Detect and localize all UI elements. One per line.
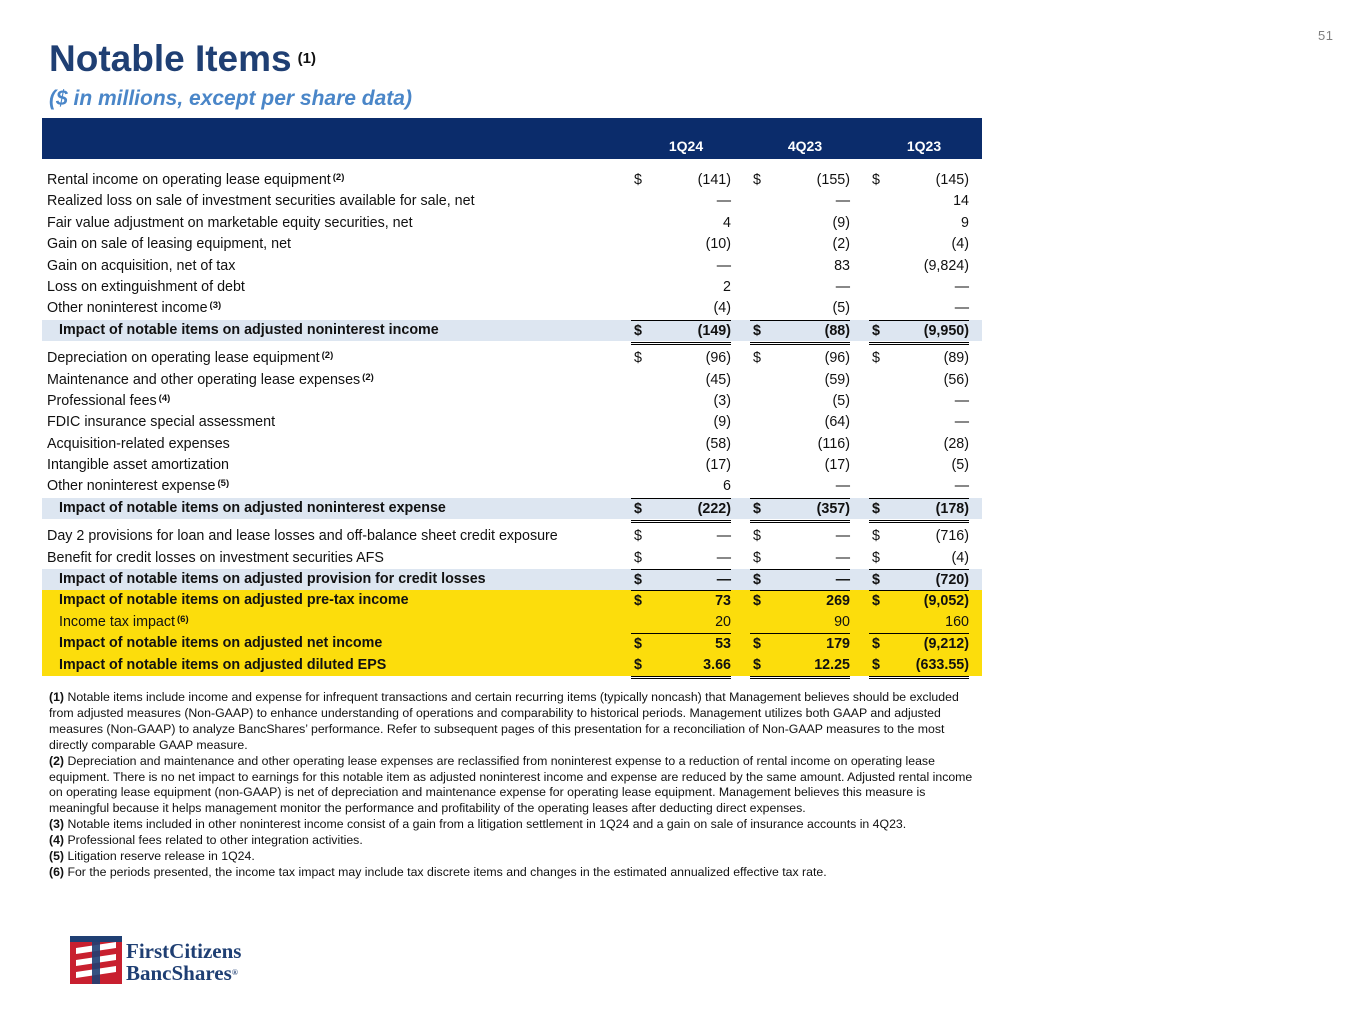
dollar-sign: $ <box>872 656 880 673</box>
cell-value: — <box>716 572 731 589</box>
value-cell <box>750 256 850 277</box>
cell-value: — <box>954 278 969 295</box>
cell-value: (4) <box>951 236 969 253</box>
table-row <box>42 412 982 433</box>
logo-line1: FirstCitizens <box>126 939 242 963</box>
row-label: Impact of notable items on adjusted noninterest income <box>59 321 439 338</box>
table-body <box>42 170 982 676</box>
cell-value: (9) <box>832 214 850 231</box>
value-cell <box>631 434 731 455</box>
dollar-sign: $ <box>872 549 880 566</box>
table-row <box>42 633 982 654</box>
value-cell <box>631 548 731 569</box>
value-cell <box>869 612 969 633</box>
cell-value: (10) <box>705 236 731 253</box>
value-cell <box>869 526 969 547</box>
cell-value: (141) <box>697 172 731 188</box>
dollar-sign: $ <box>634 593 642 610</box>
cell-value: 14 <box>953 193 969 210</box>
logo-line2: BancShares® <box>126 961 238 985</box>
value-cell <box>869 213 969 234</box>
cell-value: 6 <box>723 478 731 495</box>
row-label: Maintenance and other operating lease expenses $^{(2)}$ <box>47 371 374 388</box>
footnote: (4) Professional fees related to other integration activities. <box>49 833 363 848</box>
row-label: Fair value adjustment on marketable equity securities, net <box>47 214 413 231</box>
cell-value: 20 <box>715 613 731 630</box>
dollar-sign: $ <box>872 322 880 339</box>
dollar-sign: $ <box>634 322 642 339</box>
value-cell <box>869 548 969 569</box>
row-footnote-ref: (2) <box>362 371 374 383</box>
dollar-sign: $ <box>872 350 880 367</box>
header-spacer <box>42 159 982 170</box>
cell-value: (17) <box>705 457 731 474</box>
dollar-sign: $ <box>872 572 880 589</box>
title-text: Notable Items <box>49 38 292 79</box>
dollar-sign: $ <box>872 500 880 517</box>
value-cell <box>869 590 969 612</box>
value-cell <box>750 234 850 255</box>
table-row <box>42 277 982 298</box>
value-cell <box>631 590 731 612</box>
value-cell <box>631 569 731 591</box>
row-footnote-ref: (4) <box>158 392 171 404</box>
row-label: Other noninterest expense $^{(5)}$ <box>47 478 230 495</box>
value-cell <box>750 526 850 547</box>
value-cell <box>750 612 850 633</box>
cell-value: — <box>835 193 850 210</box>
cell-value: 9 <box>961 214 969 231</box>
cell-value: (4) <box>951 549 969 566</box>
value-cell <box>750 320 850 345</box>
table-row <box>42 256 982 277</box>
cell-value: — <box>835 278 850 295</box>
dollar-sign: $ <box>634 656 642 673</box>
cell-value: (9) <box>713 414 731 431</box>
value-cell <box>869 370 969 391</box>
value-cell <box>631 348 731 369</box>
cell-value: — <box>716 257 731 274</box>
value-cell <box>631 320 731 345</box>
value-cell <box>750 391 850 412</box>
value-cell <box>750 348 850 369</box>
cell-value: (3) <box>713 392 731 409</box>
dollar-sign: $ <box>872 172 880 188</box>
footnote: (2) Depreciation and maintenance and other operating lease expenses are reclassified from noninterest expense to a reduction of rental income on operating lease equipment. There is no net impact to earnings for this notable item as adjusted noninterest income and expense are reduced by the same amount. Adjusted rental income on operating lease equipment (non-GAAP) is net of depreciation and maintenance expense for operating lease equipment. Management believes this measure is meaningful because it helps management monitor the performance and profitability of the operating leases after deducting direct expenses. <box>49 753 973 816</box>
row-label: Income tax impact $^{(6)}$ <box>59 613 189 630</box>
cell-value: — <box>716 528 731 545</box>
row-label: Other noninterest income $^{(3)}$ <box>47 300 222 317</box>
cell-value: (5) <box>832 392 850 409</box>
value-cell <box>631 170 731 191</box>
row-footnote-ref: (6) <box>177 613 189 625</box>
company-logo <box>70 930 260 986</box>
table-row <box>42 298 982 319</box>
value-cell <box>869 391 969 412</box>
footnote: (6) For the periods presented, the income tax impact may include tax discrete items and changes in the estimated annualized effective tax rate. <box>49 864 827 879</box>
value-cell <box>750 412 850 433</box>
page-title <box>49 38 316 80</box>
table-row <box>42 476 982 497</box>
notable-items-table <box>42 118 982 676</box>
value-cell <box>750 434 850 455</box>
value-cell <box>750 170 850 191</box>
dollar-sign: $ <box>753 500 761 517</box>
row-label: Professional fees $^{(4)}$ <box>47 392 171 409</box>
cell-value: — <box>954 300 969 317</box>
table-row <box>42 590 982 611</box>
row-label: Gain on acquisition, net of tax <box>47 257 236 274</box>
row-label: Impact of notable items on adjusted provision for credit losses <box>59 571 486 588</box>
cell-value: (96) <box>824 350 850 367</box>
logo-wordmark <box>126 940 241 984</box>
value-cell <box>750 655 850 679</box>
cell-value: (17) <box>824 457 850 474</box>
value-cell <box>869 320 969 345</box>
cell-value: (5) <box>832 300 850 317</box>
footnotes <box>49 690 984 881</box>
row-label: Impact of notable items on adjusted pre-tax income <box>59 592 409 609</box>
table-row <box>42 612 982 633</box>
cell-value: (9,950) <box>923 322 969 339</box>
cell-value: (116) <box>817 435 850 452</box>
row-label: Rental income on operating lease equipment $^{(2)}$ <box>47 172 345 188</box>
row-footnote-ref: (2) <box>332 172 345 183</box>
flag-logo-icon <box>70 932 122 984</box>
value-cell <box>869 170 969 191</box>
value-cell <box>631 191 731 212</box>
dollar-sign: $ <box>753 322 761 339</box>
cell-value: (155) <box>816 172 850 188</box>
cell-value: (357) <box>816 500 850 517</box>
cell-value: (58) <box>705 435 731 452</box>
cell-value: (89) <box>943 350 969 367</box>
dollar-sign: $ <box>634 572 642 589</box>
value-cell <box>631 256 731 277</box>
value-cell <box>750 476 850 497</box>
cell-value: 179 <box>826 636 850 653</box>
cell-value: (64) <box>824 414 850 431</box>
cell-value: — <box>716 193 731 210</box>
value-cell <box>869 655 969 679</box>
table-row <box>42 526 982 547</box>
table-header <box>42 118 982 159</box>
cell-value: (178) <box>935 500 969 517</box>
dollar-sign: $ <box>753 593 761 610</box>
dollar-sign: $ <box>634 636 642 653</box>
value-cell <box>869 298 969 319</box>
value-cell <box>750 590 850 612</box>
row-label: FDIC insurance special assessment <box>47 414 276 431</box>
row-label: Day 2 provisions for loan and lease losses and off-balance sheet credit exposure <box>47 528 558 545</box>
cell-value: (720) <box>935 572 969 589</box>
value-cell <box>631 213 731 234</box>
dollar-sign: $ <box>872 636 880 653</box>
value-cell <box>869 569 969 591</box>
row-label: Gain on sale of leasing equipment, net <box>47 236 292 253</box>
cell-value: (56) <box>943 371 969 388</box>
cell-value: — <box>835 572 850 589</box>
value-cell <box>869 434 969 455</box>
value-cell <box>750 191 850 212</box>
row-footnote-ref: (3) <box>209 300 222 312</box>
value-cell <box>631 655 731 679</box>
cell-value: (59) <box>824 371 850 388</box>
value-cell <box>869 277 969 298</box>
value-cell <box>631 234 731 255</box>
footnote: (1) Notable items include income and expense for infrequent transactions and certain recurring items (typically noncash) that Management believes should be excluded from adjusted measures (Non-GAAP) to enhance understanding of operations and comparability to historical periods. Management utilizes both GAAP and adjusted measures (Non-GAAP) to analyze BancShares’ performance. Refer to subsequent pages of this presentation for a reconciliation of Non-GAAP measures to the most directly comparable GAAP measure. <box>49 690 959 752</box>
table-row <box>42 455 982 476</box>
value-cell <box>631 412 731 433</box>
footnote: (3) Notable items included in other noninterest income consist of a gain from a litigation settlement in 1Q24 and a gain on sale of insurance accounts in 4Q23. <box>49 817 907 832</box>
cell-value: 160 <box>945 613 969 630</box>
value-cell <box>750 455 850 476</box>
value-cell <box>631 526 731 547</box>
cell-value: 83 <box>834 257 850 274</box>
dollar-sign: $ <box>872 593 880 610</box>
row-label: Loss on extinguishment of debt <box>47 278 245 295</box>
cell-value: (88) <box>824 322 850 339</box>
value-cell <box>750 498 850 523</box>
value-cell <box>631 612 731 633</box>
cell-value: 53 <box>715 636 731 653</box>
cell-value: (28) <box>943 435 969 452</box>
table-row <box>42 655 982 676</box>
row-footnote-ref: (2) <box>321 350 334 362</box>
value-cell <box>750 548 850 569</box>
table-row <box>42 498 982 519</box>
row-label: Benefit for credit losses on investment securities AFS <box>47 549 384 566</box>
cell-value: 73 <box>715 593 731 610</box>
cell-value: — <box>835 528 850 545</box>
footnote: (5) Litigation reserve release in 1Q24. <box>49 849 255 864</box>
cell-value: (2) <box>832 236 850 253</box>
cell-value: (45) <box>705 371 731 388</box>
column-header-4q23: 4Q23 <box>787 138 823 154</box>
cell-value: — <box>954 478 969 495</box>
value-cell <box>869 234 969 255</box>
dollar-sign: $ <box>753 636 761 653</box>
value-cell <box>869 191 969 212</box>
cell-value: 90 <box>834 613 850 630</box>
value-cell <box>869 455 969 476</box>
cell-value: (5) <box>951 457 969 474</box>
value-cell <box>869 498 969 523</box>
cell-value: 2 <box>723 278 731 295</box>
page-number: 51 <box>1318 28 1334 43</box>
cell-value: (222) <box>697 500 731 517</box>
value-cell <box>869 256 969 277</box>
cell-value: (4) <box>713 300 731 317</box>
cell-value: (149) <box>697 322 731 339</box>
cell-value: 4 <box>723 214 731 231</box>
table-row <box>42 234 982 255</box>
table-row <box>42 348 982 369</box>
value-cell <box>631 476 731 497</box>
table-row <box>42 191 982 212</box>
cell-value: (9,052) <box>923 593 969 610</box>
row-label: Acquisition-related expenses <box>47 435 230 452</box>
table-row <box>42 391 982 412</box>
value-cell <box>631 370 731 391</box>
cell-value: (716) <box>935 528 969 545</box>
value-cell <box>631 391 731 412</box>
column-header-1q24: 1Q24 <box>668 138 704 154</box>
column-header-1q23: 1Q23 <box>906 138 942 154</box>
dollar-sign: $ <box>753 549 761 566</box>
cell-value: — <box>716 549 731 566</box>
table-row <box>42 320 982 341</box>
title-footnote: (1) <box>297 50 316 67</box>
value-cell <box>631 298 731 319</box>
cell-value: (9,212) <box>923 636 969 653</box>
value-cell <box>869 476 969 497</box>
cell-value: (145) <box>935 172 969 188</box>
cell-value: — <box>835 549 850 566</box>
value-cell <box>750 370 850 391</box>
value-cell <box>631 455 731 476</box>
value-cell <box>750 213 850 234</box>
dollar-sign: $ <box>753 656 761 673</box>
value-cell <box>750 298 850 319</box>
row-label: Intangible asset amortization <box>47 457 229 474</box>
table-row <box>42 434 982 455</box>
table-row <box>42 170 982 191</box>
dollar-sign: $ <box>753 528 761 545</box>
value-cell <box>750 277 850 298</box>
cell-value: 3.66 <box>703 656 731 673</box>
cell-value: — <box>954 414 969 431</box>
page-subtitle: ($ in millions, except per share data) <box>49 87 412 110</box>
dollar-sign: $ <box>634 500 642 517</box>
dollar-sign: $ <box>753 572 761 589</box>
dollar-sign: $ <box>753 350 761 367</box>
value-cell <box>631 277 731 298</box>
cell-value: 269 <box>826 593 850 610</box>
cell-value: (633.55) <box>915 656 969 673</box>
cell-value: — <box>835 478 850 495</box>
row-label: Realized loss on sale of investment securities available for sale, net <box>47 193 475 210</box>
dollar-sign: $ <box>634 549 642 566</box>
value-cell <box>869 412 969 433</box>
dollar-sign: $ <box>753 172 761 188</box>
row-label: Impact of notable items on adjusted diluted EPS <box>59 656 387 673</box>
dollar-sign: $ <box>634 172 642 188</box>
cell-value: — <box>954 392 969 409</box>
table-row <box>42 548 982 569</box>
table-row <box>42 213 982 234</box>
cell-value: (96) <box>705 350 731 367</box>
value-cell <box>869 348 969 369</box>
table-row <box>42 569 982 590</box>
dollar-sign: $ <box>872 528 880 545</box>
row-label: Impact of notable items on adjusted net income <box>59 635 383 652</box>
dollar-sign: $ <box>634 528 642 545</box>
cell-value: (9,824) <box>923 257 969 274</box>
value-cell <box>631 498 731 523</box>
row-label: Depreciation on operating lease equipment $^{(2)}$ <box>47 350 334 367</box>
row-footnote-ref: (5) <box>217 478 230 490</box>
cell-value: 12.25 <box>814 656 850 673</box>
table-row <box>42 370 982 391</box>
dollar-sign: $ <box>634 350 642 367</box>
value-cell <box>750 569 850 591</box>
row-label: Impact of notable items on adjusted noninterest expense <box>59 499 446 516</box>
